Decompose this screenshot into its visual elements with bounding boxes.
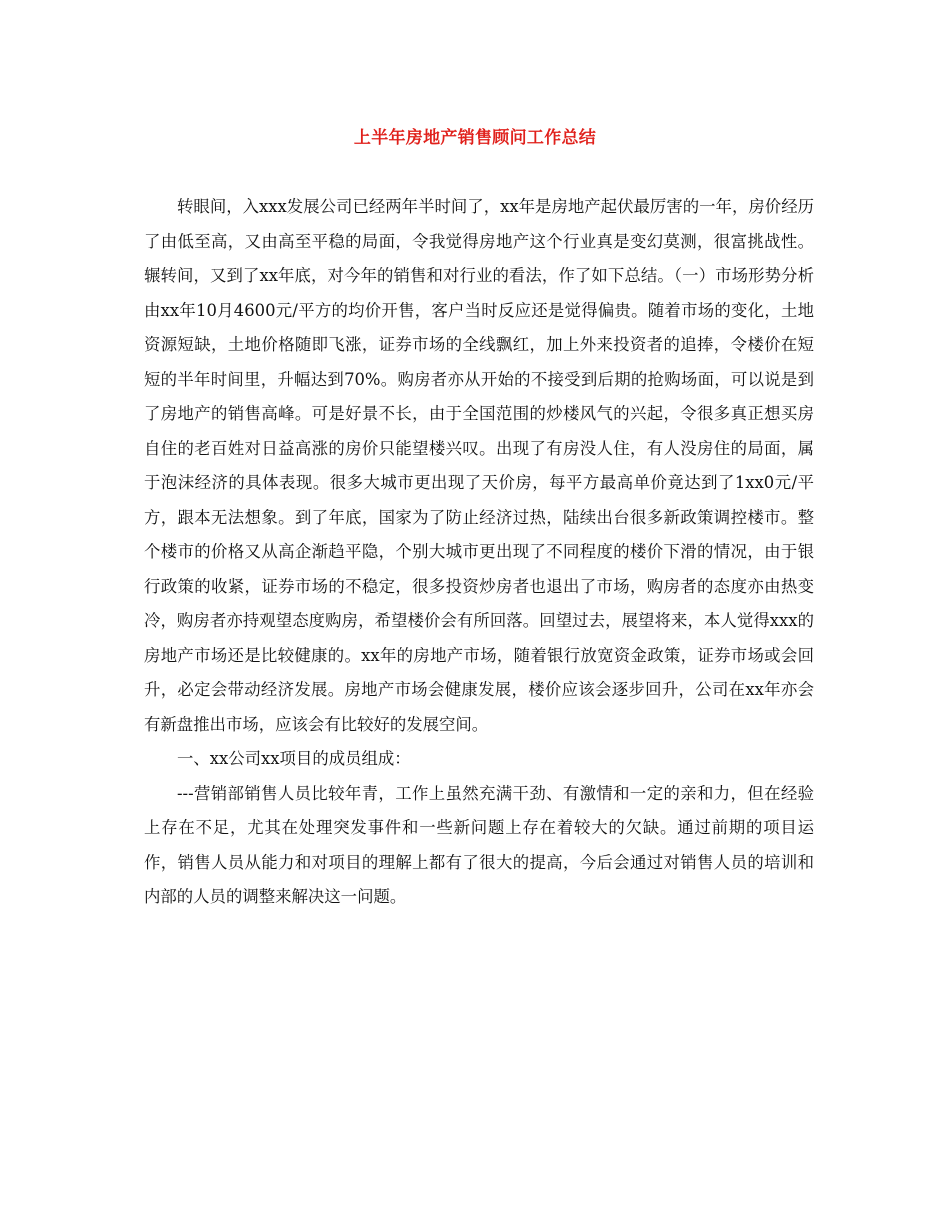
paragraph-market-summary: 转眼间，入xxx发展公司已经两年半时间了，xx年是房地产起伏最厉害的一年，房价经历了由低至高，又由高至平稳的局面，令我觉得房地产这个行业真是变幻莫测，很富挑战性。辗转间，又到了xx年底，对今年的销售和对行业的看法，作了如下总结。（一）市场形势分析由xx年10月4600元/平方的均价开售，客户当时反应还是觉得偏贵。随着市场的变化，土地资源短缺，土地价格随即飞涨，证券市场的全线飘红，加上外来投资者的追捧，令楼价在短短的半年时间里，升幅达到70%。购房者亦从开始的不接受到后期的抢购场面，可以说是到了房地产的销售高峰。可是好景不长，由于全国范围的炒楼风气的兴起，令很多真正想买房自住的老百姓对日益高涨的房价只能望楼兴叹。出现了有房没人住，有人没房住的局面，属于泡沫经济的具体表现。很多大城市更出现了天价房，每平方最高单价竟达到了1xx0元/平方，跟本无法想象。到了年底，国家为了防止经济过热，陆续出台很多新政策调控楼市。整个楼市的价格又从高企渐趋平隐，个别大城市更出现了不同程度的楼价下滑的情况，由于银行政策的收紧，证券市场的不稳定，很多投资炒房者也退出了市场，购房者的态度亦由热变冷，购房者亦持观望态度购房，希望楼价会有所回落。回望过去，展望将来，本人觉得xxx的房地产市场还是比较健康的。xx年的房地产市场，随着银行放宽资金政策，证券市场或会回升，必定会带动经济发展。房地产市场会健康发展，楼价应该会逐步回升，公司在xx年亦会有新盘推出市场，应该会有比较好的发展空间。 [144,197,814,734]
document-title: 上半年房地产销售顾问工作总结 [353,128,597,148]
document-body [144,190,814,915]
paragraph-sales-team: ---营销部销售人员比较年青，工作上虽然充满干劲、有激情和一定的亲和力，但在经验上存在不足，尤其在处理突发事件和一些新问题上存在着较大的欠缺。通过前期的项目运作，销售人员从能力和对项目的理解上都有了很大的提高，今后会通过对销售人员的培训和内部的人员的调整来解决这一问题。 [144,783,814,906]
paragraph-section-heading: 一、xx公司xx项目的成员组成： [177,749,411,768]
